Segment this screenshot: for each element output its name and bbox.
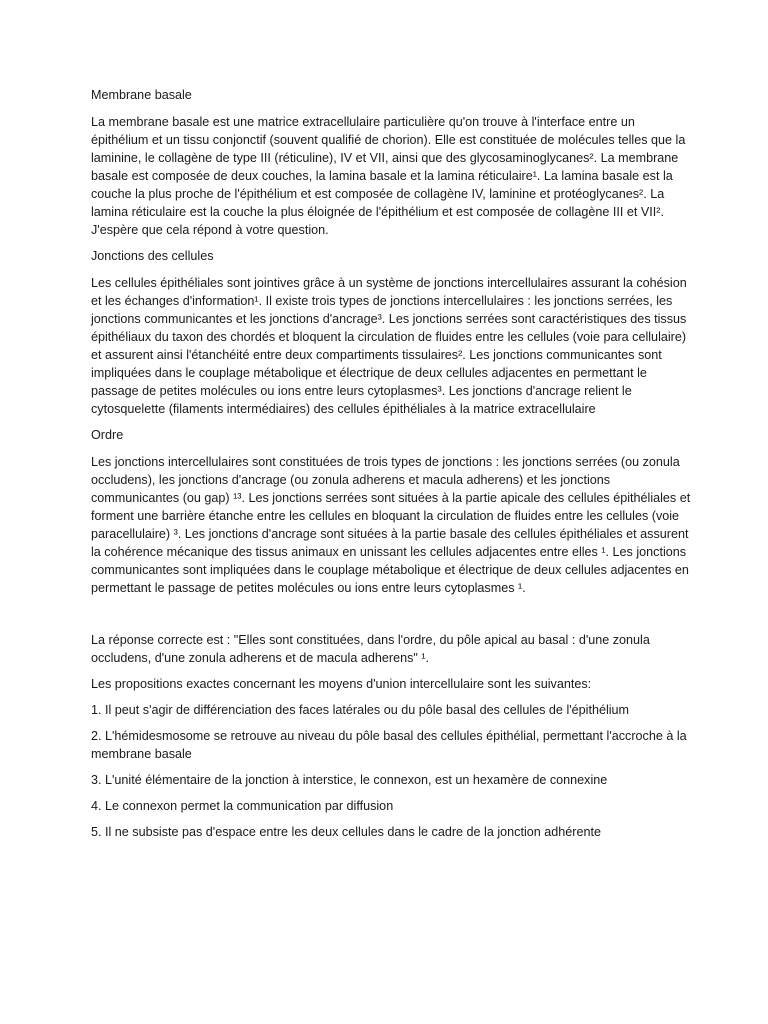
- section-heading-jonctions: Jonctions des cellules: [91, 249, 214, 263]
- proposition-item: 4. Le connexon permet la communication par diffusion: [91, 799, 394, 813]
- proposition-item: 5. Il ne subsiste pas d'espace entre les deux cellules dans le cadre de la jonction adhérente: [91, 825, 601, 839]
- propositions-intro: Les propositions exactes concernant les moyens d'union intercellulaire sont les suivantes:: [91, 677, 592, 691]
- proposition-item: 2. L'hémidesmosome se retrouve au niveau du pôle basal des cellules épithélial, permettant l'accroche à la membrane basale: [91, 729, 687, 761]
- paragraph-membrane-basale: La membrane basale est une matrice extracellulaire particulière qu'on trouve à l'interface entre un épithélium et un tissu conjonctif (souvent qualifié de chorion). Elle est constituée de molécules telles que la laminine, le collagène de type III (réticuline), IV et VII, ainsi que des glycosaminoglycanes². La membrane basale est composée de deux couches, la lamina basale et la lamina réticulaire¹. La lamina basale est la couche la plus proche de l'épithélium et est composée de collagène IV, laminine et protéoglycanes². La lamina réticulaire est la couche la plus éloignée de l'épithélium et est composée de collagène III et VII². J'espère que cela répond à votre question.: [91, 115, 686, 237]
- document-page: [91, 86, 691, 849]
- blank-gap: [91, 605, 691, 631]
- answer-paragraph: La réponse correcte est : "Elles sont constituées, dans l'ordre, du pôle apical au basal : d'une zonula occludens, d'une zonula adherens et de macula adherens" ¹.: [91, 633, 650, 665]
- section-heading-ordre: Ordre: [91, 428, 124, 442]
- proposition-item: 3. L'unité élémentaire de la jonction à interstice, le connexon, est un hexamère de connexine: [91, 773, 608, 787]
- section-heading-membrane-basale: Membrane basale: [91, 88, 192, 102]
- paragraph-ordre: Les jonctions intercellulaires sont constituées de trois types de jonctions : les jonctions serrées (ou zonula occludens), les jonctions d'ancrage (ou zonula adherens et macula adherens) et les jonctions communicantes (ou gap) ¹³. Les jonctions serrées sont situées à la partie apicale des cellules épithéliales et forment une barrière étanche entre les cellules en bloquant la circulation de fluides entre les cellules (voie paracellulaire) ³. Les jonctions d'ancrage sont situées à la partie basale des cellules épithéliales et assurent la cohérence mécanique des tissus animaux en unissant les cellules adjacentes entre elles ¹. Les jonctions communicantes sont impliquées dans le couplage métabolique et électrique de deux cellules adjacentes en permettant le passage de petites molécules ou ions entre leurs cytoplasmes ¹.: [91, 455, 691, 595]
- proposition-item: 1. Il peut s'agir de différenciation des faces latérales ou du pôle basal des cellules de l'épithélium: [91, 703, 630, 717]
- paragraph-jonctions: Les cellules épithéliales sont jointives grâce à un système de jonctions intercellulaires assurant la cohésion et les échanges d'information¹. Il existe trois types de jonctions intercellulaires : les jonctions serrées, les jonctions communicantes et les jonctions d'ancrage³. Les jonctions serrées sont caractéristiques des tissus épithéliaux du taxon des chordés et bloquent la circulation de fluides entre les cellules (voie para cellulaire) et assurent ainsi l'étanchéité entre deux compartiments tissulaires². Les jonctions communicantes sont impliquées dans le couplage métabolique et électrique de deux cellules adjacentes en permettant le passage de petites molécules ou ions entre leurs cytoplasmes³. Les jonctions d'ancrage relient le cytosquelette (filaments intermédiaires) des cellules épithéliales à la matrice extracellulaire: [91, 276, 687, 416]
